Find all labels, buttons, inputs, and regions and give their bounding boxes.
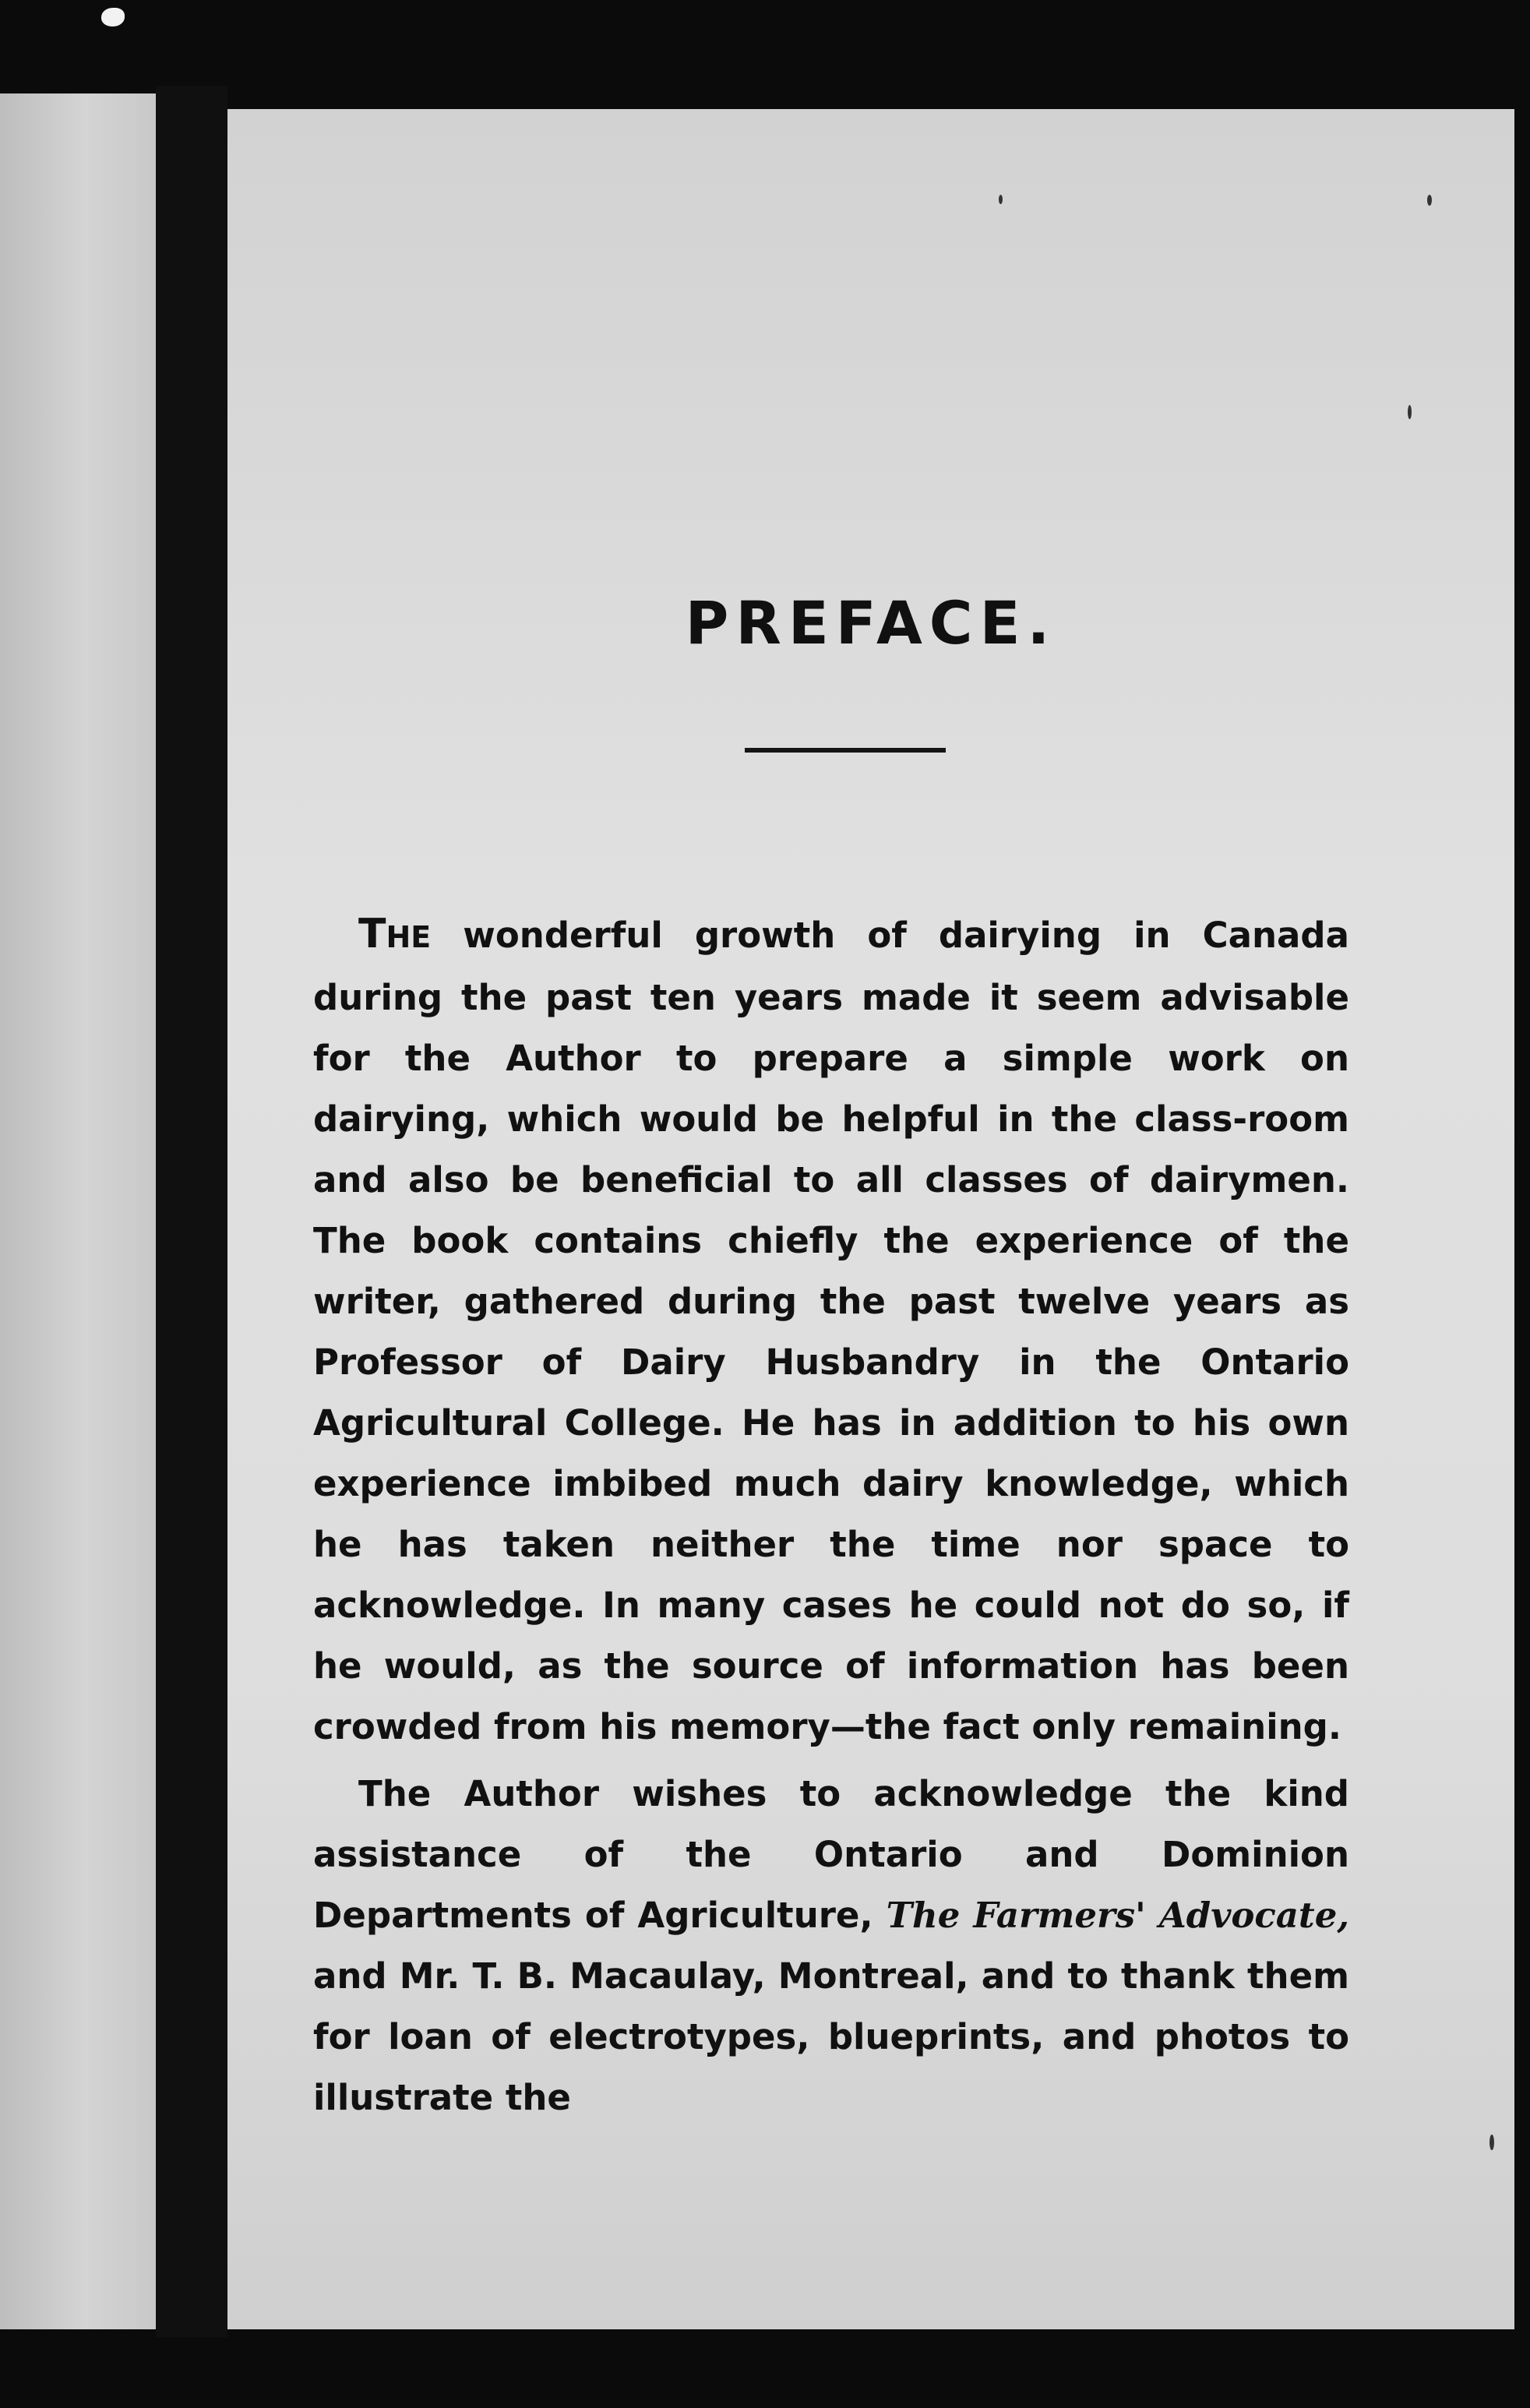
- paragraph-1-text: wonderful growth of dairying in Canada during the past ten years made it seem advisable for the Author to prepare a simple work on dairying, which would be helpful in the class-room and also be beneficial to all classes of dairymen. The book contains chiefly the experience of the writer, gathered during the past twelve years as Professor of Dairy Husbandry in the Ontario Agricultural College. He has in addition to his own experience imbibed much dairy knowledge, which he has taken neither the time nor space to acknowledge. In many cases he could not do so, if he would, as the source of information has been crowded from his memory—the fact only remaining.: [313, 915, 1349, 1747]
- scan-corner-mark: [101, 8, 125, 26]
- paragraph-1: [313, 904, 1349, 1758]
- scan-speck: [1427, 195, 1432, 206]
- title-divider: [745, 748, 946, 753]
- scan-speck: [999, 195, 1003, 204]
- left-page-edge: [0, 93, 156, 2329]
- scan-speck: [1408, 405, 1412, 419]
- paragraph-2: [313, 1764, 1349, 2128]
- initial-small-caps: HE: [386, 920, 432, 954]
- publication-title: The Farmers' Advocate,: [886, 1895, 1349, 1936]
- paragraph-2-text-before: The Author wishes to acknowledge the kind assistance of the Ontario and Dominion Departments of Agriculture,: [313, 1773, 1349, 1936]
- preface-body: [313, 904, 1349, 2128]
- scan-speck: [1489, 2135, 1494, 2150]
- paragraph-2-text-after: and Mr. T. B. Macaulay, Montreal, and to thank them for loan of electrotypes, blueprints, and photos to illustrate the: [313, 1955, 1349, 2118]
- book-gutter: [156, 86, 227, 2337]
- initial-letter: T: [358, 911, 386, 957]
- scanned-page: [227, 109, 1514, 2329]
- page-title: PREFACE.: [685, 588, 1057, 658]
